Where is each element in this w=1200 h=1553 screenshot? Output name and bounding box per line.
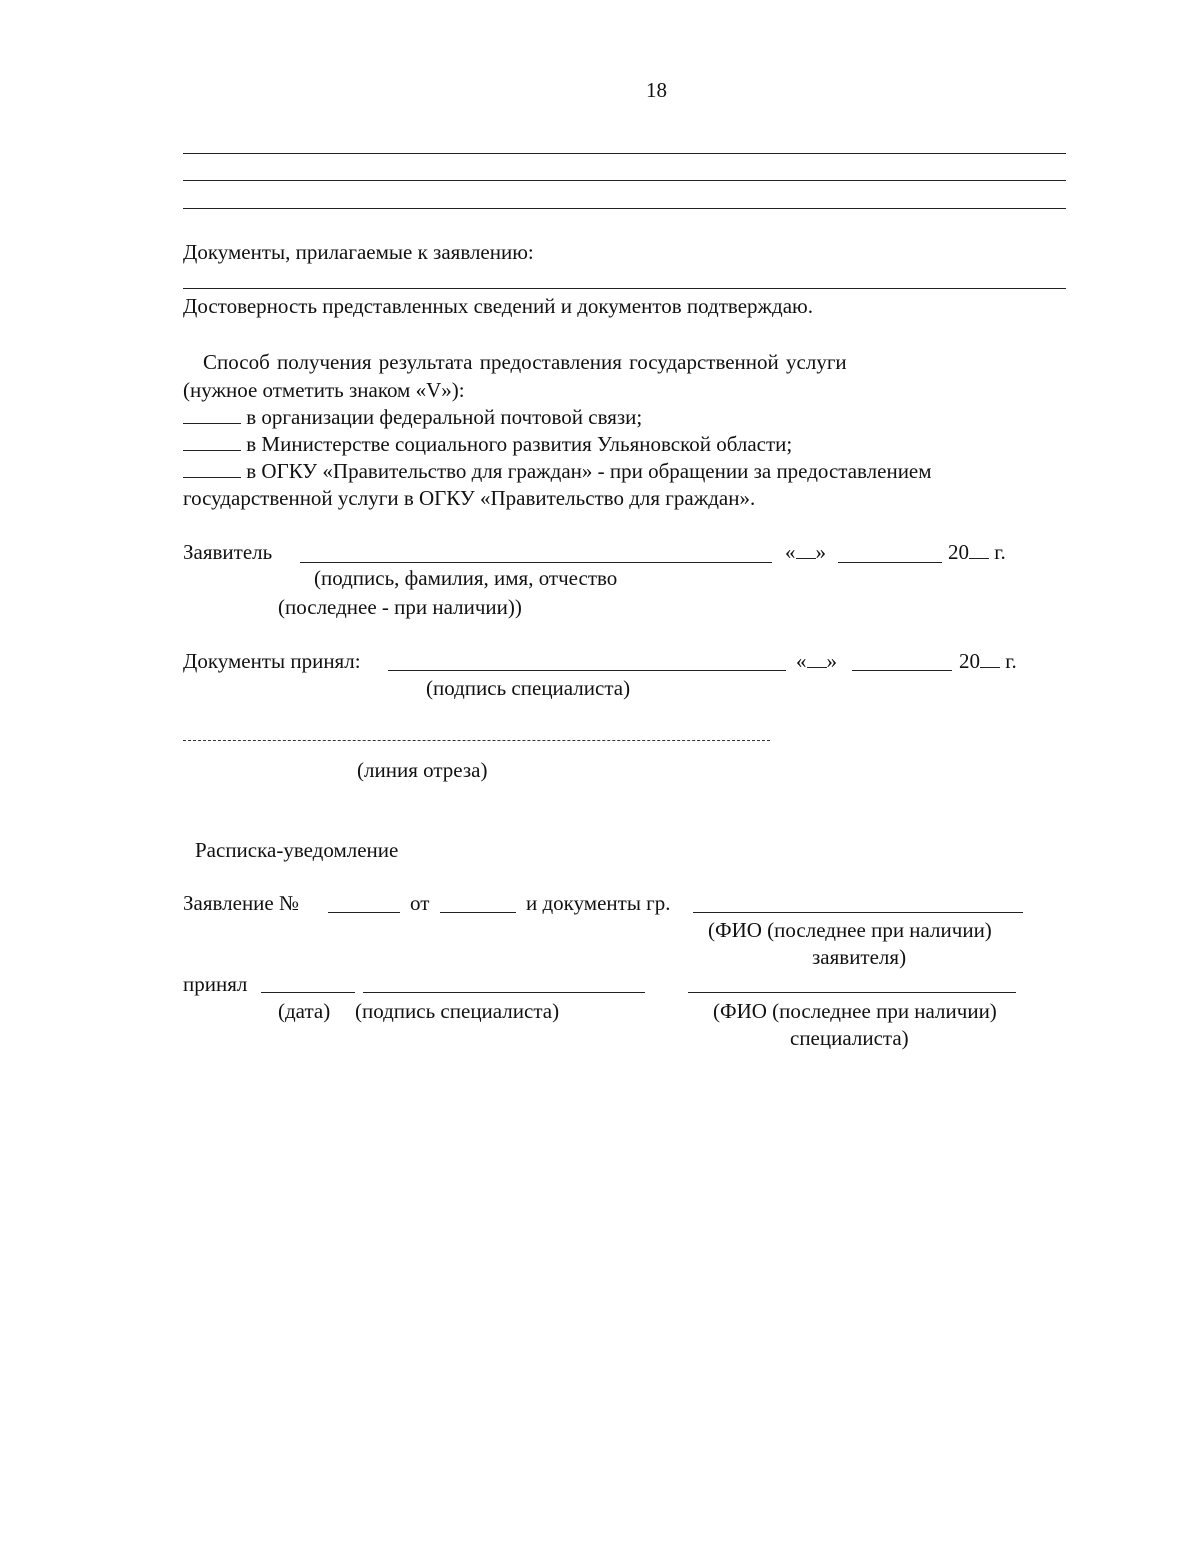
receipt-date-line[interactable] [261, 992, 355, 993]
attachments-line [183, 288, 1066, 289]
option-ogku-mark[interactable] [183, 476, 241, 478]
fio-specialist-caption-2: специалиста) [790, 1026, 909, 1050]
attachments-label: Документы, прилагаемые к заявлению: [183, 240, 534, 264]
cut-line [183, 740, 770, 741]
applicant-month-line[interactable] [838, 562, 942, 563]
receipt-title: Расписка-уведомление [195, 838, 399, 862]
accepted-date-day: « » [796, 649, 837, 673]
applicant-date-day: « » [785, 540, 826, 564]
receipt-date-caption: (дата) [278, 999, 331, 1023]
applicant-fio-line[interactable] [693, 912, 1023, 913]
cut-line-caption: (линия отреза) [357, 758, 488, 782]
blank-line-2 [183, 180, 1066, 181]
accepted-day-field[interactable] [807, 666, 827, 668]
accepted-signature-line[interactable] [388, 670, 786, 671]
applicant-caption-2: (последнее - при наличии)) [278, 595, 522, 619]
fio-applicant-caption-1: (ФИО (последнее при наличии) [708, 918, 992, 942]
applicant-signature-line[interactable] [300, 562, 772, 563]
applicant-caption-1: (подпись, фамилия, имя, отчество [314, 566, 618, 590]
accepted-label: Документы принял: [183, 649, 361, 673]
option-ministry: в Министерстве социального развития Ульяновской области; [183, 434, 792, 455]
statement-number-line[interactable] [328, 912, 400, 913]
accepted-year-field[interactable] [980, 666, 1000, 668]
applicant-day-field[interactable] [796, 557, 816, 559]
fio-applicant-caption-2: заявителя) [812, 945, 907, 969]
option-post-mark[interactable] [183, 422, 241, 424]
option-ogku-continued: государственной услуги в ОГКУ «Правительство для граждан». [183, 486, 756, 510]
receipt-statement-label: Заявление № [183, 891, 300, 915]
receipt-from-label: от [410, 891, 430, 915]
page-number: 18 [646, 78, 667, 102]
accepted-month-line[interactable] [852, 670, 952, 671]
applicant-year-field[interactable] [969, 557, 989, 559]
statement-date-line[interactable] [440, 912, 516, 913]
specialist-fio-line[interactable] [688, 992, 1016, 993]
receipt-docs-label: и документы гр. [526, 891, 671, 915]
fio-specialist-caption-1: (ФИО (последнее при наличии) [713, 999, 997, 1023]
blank-line-1 [183, 153, 1066, 154]
method-instruction: (нужное отметить знаком «V»): [183, 378, 465, 402]
option-post: в организации федеральной почтовой связи; [183, 407, 642, 428]
option-ogku: в ОГКУ «Правительство для граждан» - при обращении за предоставлением [183, 461, 932, 482]
accepted-date-year: 20 г. [959, 649, 1017, 673]
option-ministry-mark[interactable] [183, 449, 241, 451]
method-intro: Способ получения результата предоставления государственной услуги [203, 350, 847, 374]
receipt-sign-caption: (подпись специалиста) [355, 999, 560, 1023]
receipt-accepted-label: принял [183, 972, 248, 996]
blank-line-3 [183, 208, 1066, 209]
applicant-date-year: 20 г. [948, 540, 1006, 564]
accepted-caption: (подпись специалиста) [426, 676, 631, 700]
applicant-label: Заявитель [183, 540, 273, 564]
confirmation-text: Достоверность представленных сведений и документов подтверждаю. [183, 294, 813, 318]
receipt-signature-line[interactable] [363, 992, 645, 993]
